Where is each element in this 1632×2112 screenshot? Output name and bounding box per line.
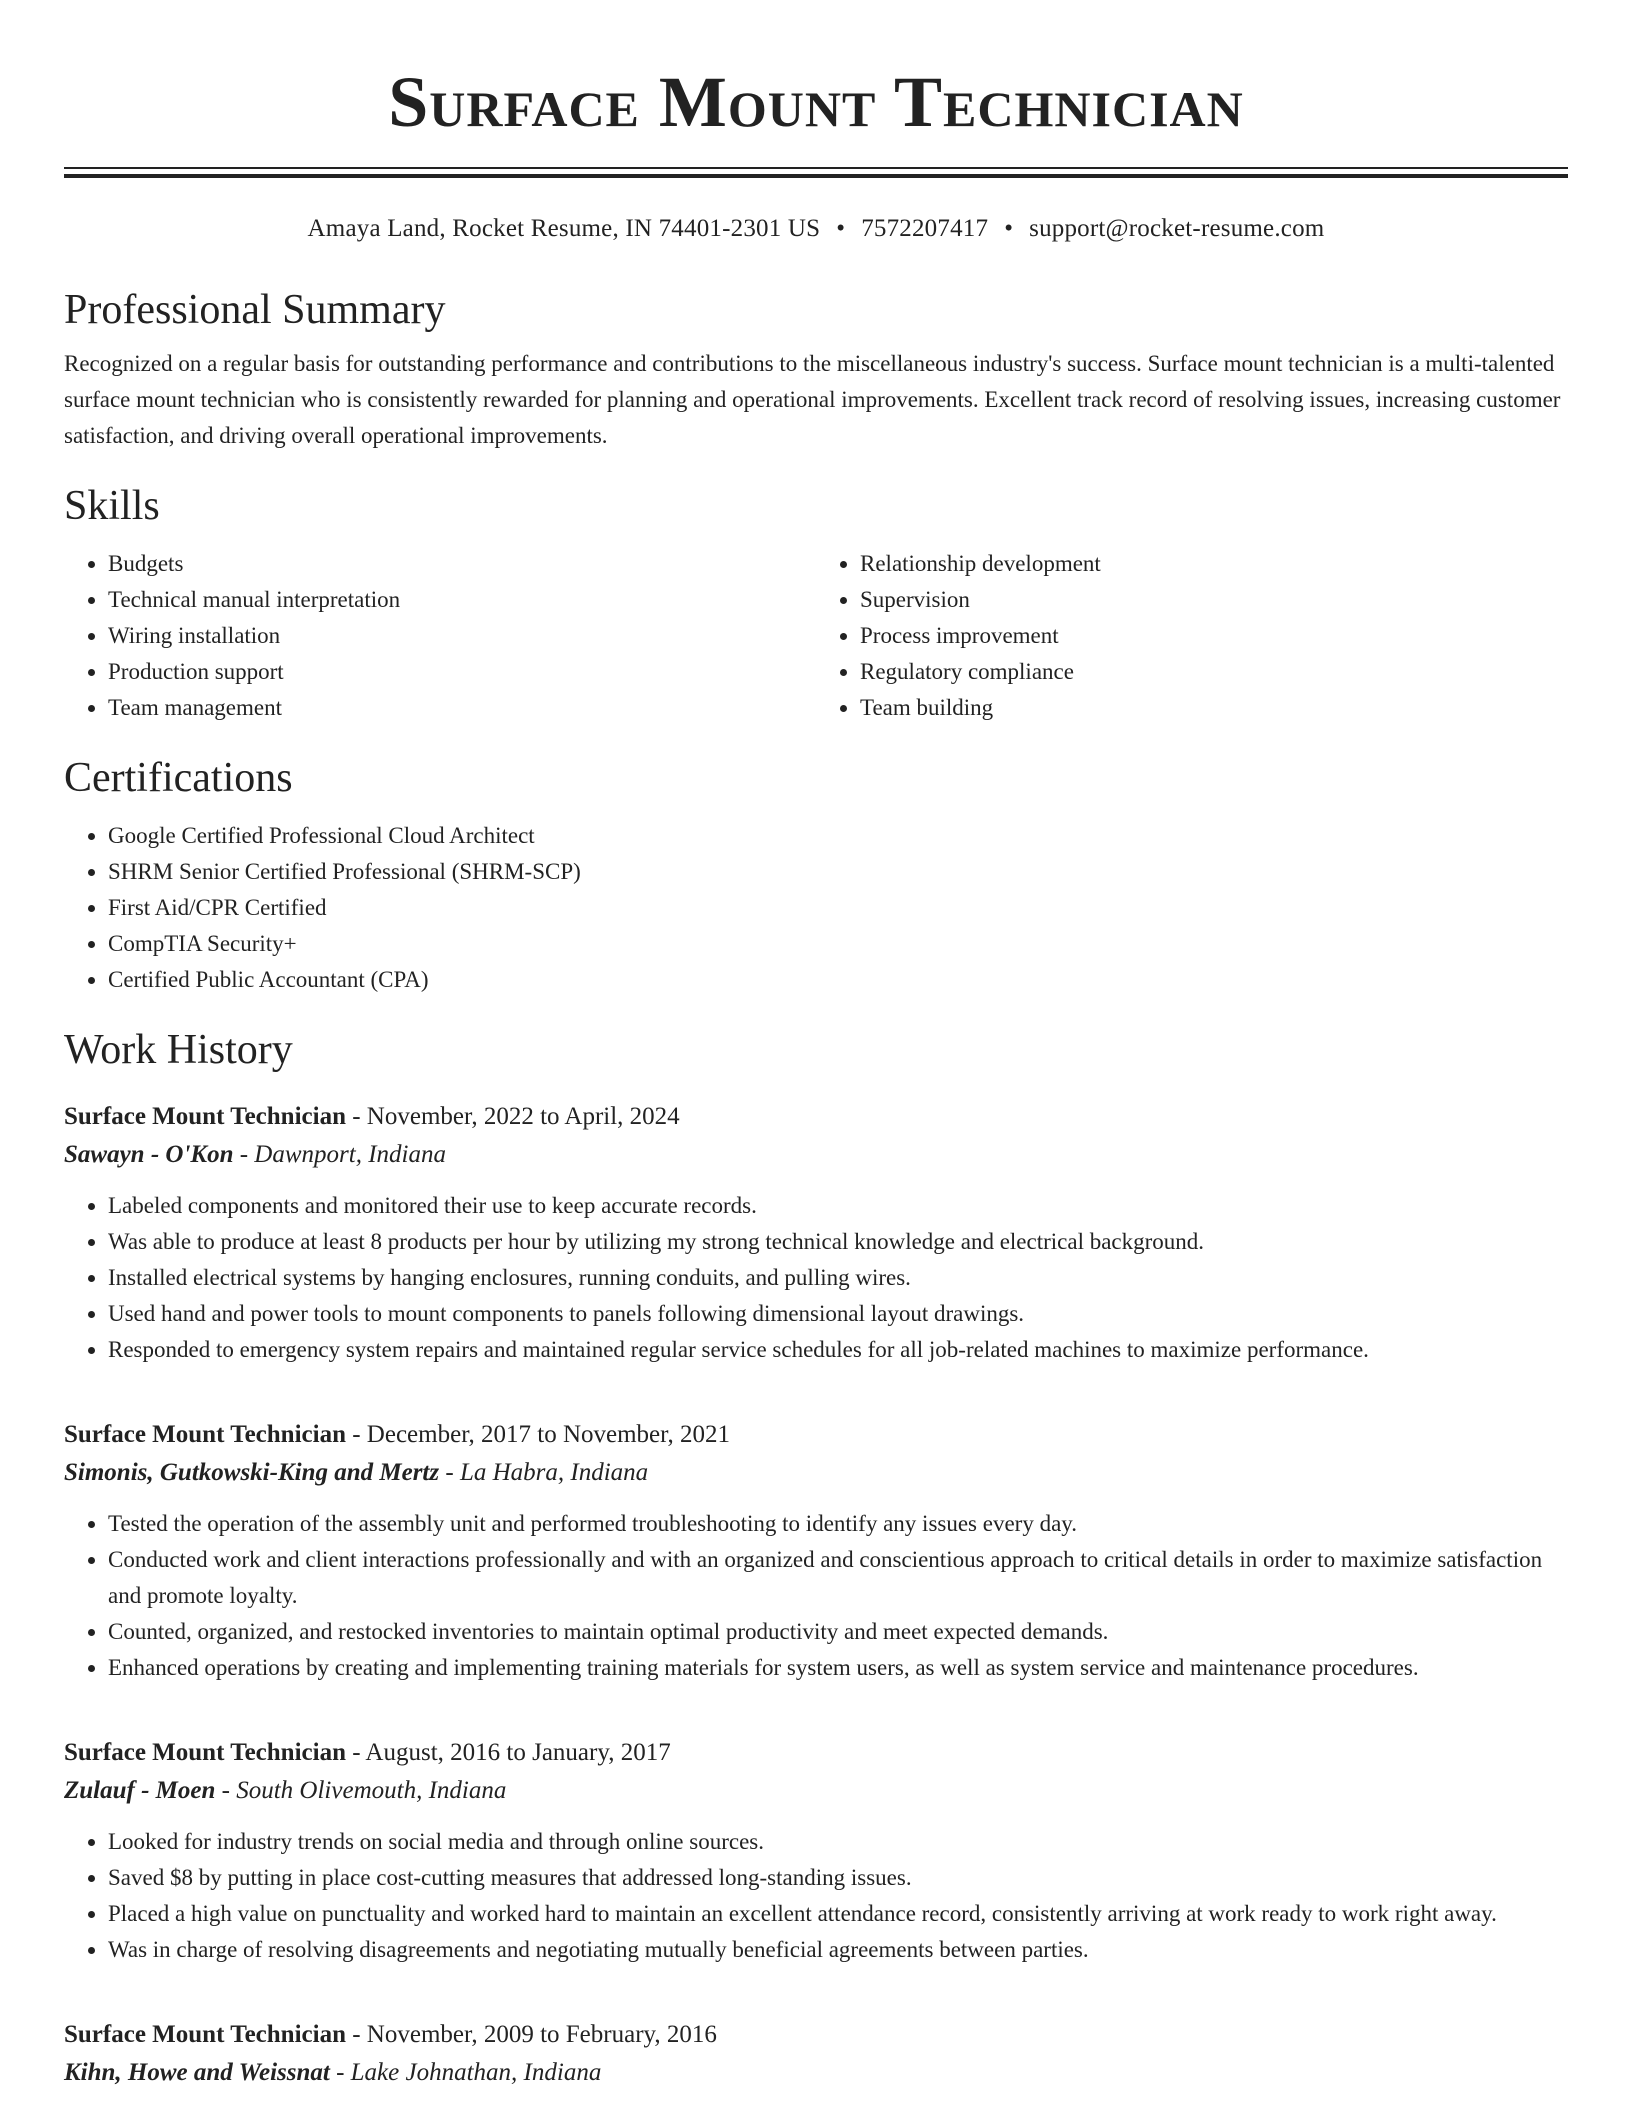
contact-address: Amaya Land, Rocket Resume, IN 74401-2301 US <box>307 215 821 242</box>
job-entry <box>64 1734 1568 1968</box>
job-bullet: • Was in charge of resolving disagreements and negotiating mutually beneficial agreements between parties. <box>108 1932 1568 1968</box>
certification-item: • First Aid/CPR Certified <box>108 890 1568 926</box>
job-company: Sawayn - O'Kon <box>64 1141 234 1168</box>
job-company-line <box>64 1772 1568 1810</box>
job-dates: - November, 2009 to February, 2016 <box>345 2021 717 2048</box>
contact-line <box>64 212 1568 246</box>
certification-item: • Google Certified Professional Cloud Architect <box>108 818 1568 854</box>
job-bullets <box>64 1188 1568 1368</box>
job-company-line <box>64 2054 1568 2092</box>
job-title: Surface Mount Technician <box>64 1103 346 1130</box>
job-dates: - November, 2022 to April, 2024 <box>345 1103 680 1130</box>
job-entry <box>64 2016 1568 2092</box>
job-bullet: • Was able to produce at least 8 products per hour by utilizing my strong technical knowledge and electrical background. <box>108 1224 1568 1260</box>
skills-left-list <box>64 546 816 726</box>
job-dates: - December, 2017 to November, 2021 <box>345 1421 730 1448</box>
skill-item: • Supervision <box>860 582 1568 618</box>
certifications-list <box>64 818 1568 998</box>
job-title: Surface Mount Technician <box>64 1421 346 1448</box>
job-bullet: • Used hand and power tools to mount components to panels following dimensional layout drawings. <box>108 1296 1568 1332</box>
job-bullet: • Responded to emergency system repairs and maintained regular service schedules for all job-related machines to maximize performance. <box>108 1332 1568 1368</box>
contact-email: support@rocket-resume.com <box>1029 215 1325 242</box>
job-bullet: • Saved $8 by putting in place cost-cutting measures that addressed long-standing issues. <box>108 1860 1568 1896</box>
job-header <box>64 1416 1568 1454</box>
job-title: Surface Mount Technician <box>64 1739 346 1766</box>
skill-item: • Team building <box>860 690 1568 726</box>
job-entry <box>64 1098 1568 1368</box>
job-bullet: • Enhanced operations by creating and implementing training materials for system users, as well as system service and maintenance procedures. <box>108 1650 1568 1686</box>
job-dates: - August, 2016 to January, 2017 <box>345 1739 671 1766</box>
resume-title: Surface Mount Technician <box>388 62 1244 142</box>
job-bullet: • Counted, organized, and restocked inventories to maintain optimal productivity and meet expected demands. <box>108 1614 1568 1650</box>
skills-right-list <box>816 546 1568 726</box>
skill-item: • Team management <box>108 690 816 726</box>
skill-item: • Regulatory compliance <box>860 654 1568 690</box>
title-divider <box>64 167 1568 178</box>
skill-item: • Technical manual interpretation <box>108 582 816 618</box>
summary-heading: Professional Summary <box>64 287 446 333</box>
job-bullets <box>64 1506 1568 1686</box>
certification-item: • SHRM Senior Certified Professional (SHRM-SCP) <box>108 854 1568 890</box>
job-company: Simonis, Gutkowski-King and Mertz <box>64 1459 440 1486</box>
skill-item: • Budgets <box>108 546 816 582</box>
resume-page <box>64 0 1568 2092</box>
job-company: Zulauf - Moen <box>64 1777 216 1804</box>
summary-text: Recognized on a regular basis for outstanding performance and contributions to the miscellaneous industry's success. Surface mount technician is a multi-talented surface mount technician who is consistently rewarded for planning and operational improvements. Excellent track record of resolving issues, increasing customer satisfaction, and driving overall operational improvements. <box>64 351 1561 448</box>
work-history-heading: Work History <box>64 1027 293 1073</box>
job-location: - Dawnport, Indiana <box>233 1141 446 1168</box>
job-bullets <box>64 1824 1568 1968</box>
job-location: - La Habra, Indiana <box>439 1459 649 1486</box>
skills-columns <box>64 546 1568 726</box>
job-header <box>64 1734 1568 1772</box>
job-location: - Lake Johnathan, Indiana <box>329 2059 602 2086</box>
skill-item: • Wiring installation <box>108 618 816 654</box>
job-bullet: • Installed electrical systems by hanging enclosures, running conduits, and pulling wires. <box>108 1260 1568 1296</box>
job-bullet: • Conducted work and client interactions professionally and with an organized and conscientious approach to critical details in order to maximize satisfaction and promote loyalty. <box>108 1542 1568 1614</box>
contact-separator: • <box>1004 215 1014 242</box>
certification-item: • Certified Public Accountant (CPA) <box>108 962 1568 998</box>
contact-separator: • <box>836 215 846 242</box>
job-bullet: • Labeled components and monitored their use to keep accurate records. <box>108 1188 1568 1224</box>
skill-item: • Relationship development <box>860 546 1568 582</box>
skill-item: • Production support <box>108 654 816 690</box>
contact-phone: 7572207417 <box>861 215 989 242</box>
job-entry <box>64 1416 1568 1686</box>
skills-heading: Skills <box>64 483 160 529</box>
job-header <box>64 1098 1568 1136</box>
certifications-heading: Certifications <box>64 755 293 801</box>
job-bullet: • Looked for industry trends on social media and through online sources. <box>108 1824 1568 1860</box>
job-location: - South Olivemouth, Indiana <box>215 1777 507 1804</box>
job-company-line <box>64 1136 1568 1174</box>
job-header <box>64 2016 1568 2054</box>
certification-item: • CompTIA Security+ <box>108 926 1568 962</box>
job-company: Kihn, Howe and Weissnat <box>64 2059 330 2086</box>
skill-item: • Process improvement <box>860 618 1568 654</box>
job-bullet: • Placed a high value on punctuality and worked hard to maintain an excellent attendance record, consistently arriving at work ready to work right away. <box>108 1896 1568 1932</box>
job-company-line <box>64 1454 1568 1492</box>
job-bullet: • Tested the operation of the assembly unit and performed troubleshooting to identify any issues every day. <box>108 1506 1568 1542</box>
job-title: Surface Mount Technician <box>64 2021 346 2048</box>
